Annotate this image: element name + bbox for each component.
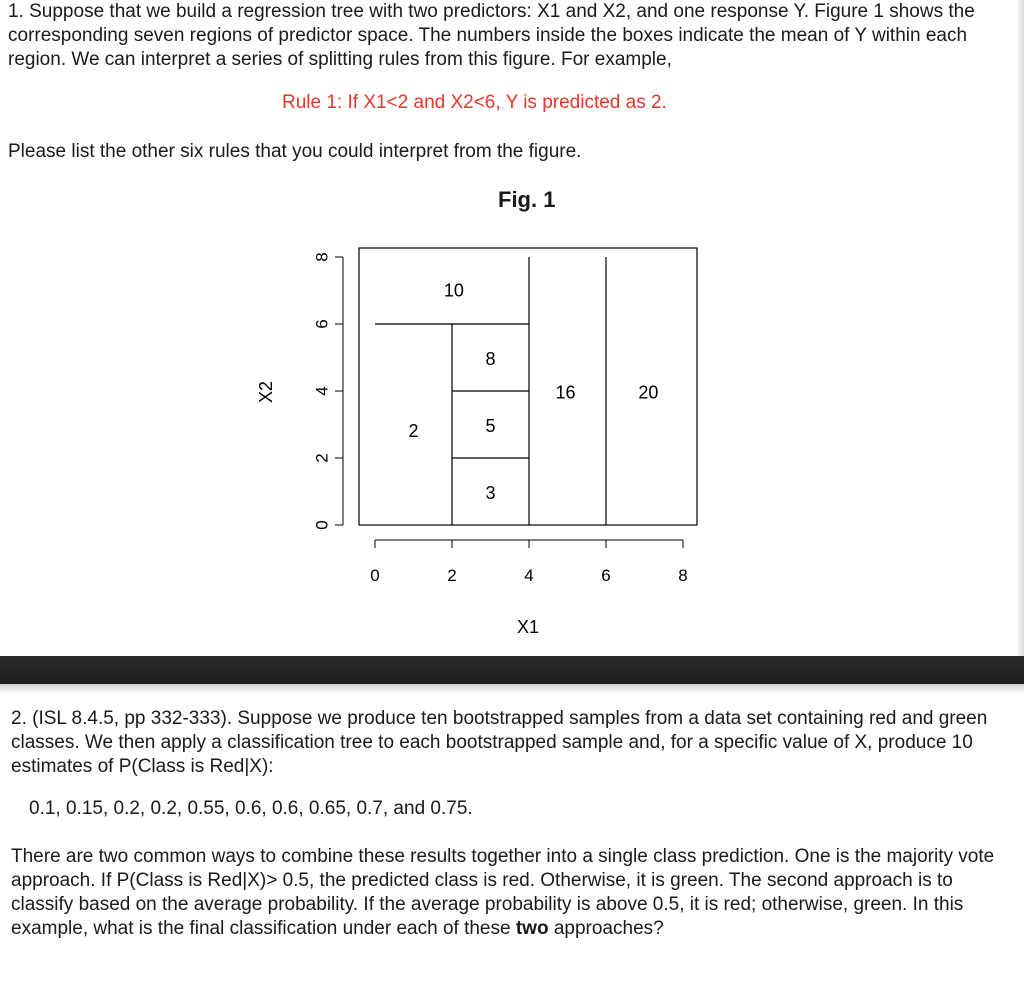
figure-title: Fig. 1 <box>498 187 556 212</box>
question-1-instruction: Please list the other six rules that you could interpret from the figure. <box>8 141 582 162</box>
divider-shadow <box>0 684 1024 694</box>
x-tick-label: 2 <box>447 566 457 585</box>
y-tick-label: 2 <box>312 453 332 463</box>
panel-edge <box>1018 0 1024 660</box>
question-2-end: approaches? <box>548 918 664 939</box>
window-divider-bar <box>0 656 1024 684</box>
x-axis-label: X1 <box>516 617 540 637</box>
region-mean-label: 8 <box>485 349 496 370</box>
question-2-main: There are two common ways to combine these results together into a single class prediction. One is the majority vote approach. If P(Class is Red|X)> 0.5, the predicted class is red. Otherwise, it is green. The second approach is to classify based on the average probability. If the average probability is above 0.5, it is red; otherwise, green. In this example, what is the final classification under each of these <box>11 846 995 939</box>
region-mean-label: 10 <box>443 280 464 301</box>
x-tick-label: 4 <box>524 566 534 585</box>
region-labels <box>408 281 658 504</box>
x-tick-label: 8 <box>678 566 688 585</box>
question-2-panel <box>11 707 1011 941</box>
x-tick-label: 0 <box>370 566 380 585</box>
x-axis <box>370 540 687 585</box>
question-2-intro: 2. (ISL 8.4.5, pp 332-333). Suppose we produce ten bootstrapped samples from a data set containing red and green classes. We then apply a classification tree to each bootstrapped sample and, for a specific value of X, produce 10 estimates of P(Class is Red|X): <box>11 708 988 777</box>
region-mean-label: 20 <box>638 382 659 403</box>
y-tick-label: 4 <box>312 386 332 396</box>
x-tick-label: 6 <box>601 566 611 585</box>
y-tick-label: 0 <box>312 520 332 530</box>
y-axis-label: X2 <box>256 380 276 404</box>
region-mean-label: 16 <box>555 382 576 403</box>
y-tick-label: 8 <box>312 252 332 262</box>
region-mean-label: 3 <box>485 483 496 504</box>
question-2-bold: two <box>515 918 549 939</box>
example-rule: Rule 1: If X1<2 and X2<6, Y is predicted as 2. <box>282 92 667 113</box>
question-1-text: 1. Suppose that we build a regression tree with two predictors: X1 and X2, and one response Y. Figure 1 shows the corresponding seven regions of predictor space. The numbers inside the boxes indicate the mean of Y within each region. We can interpret a series of splitting rules from this figure. For example, <box>8 1 975 70</box>
y-axis <box>313 252 344 529</box>
region-mean-label: 2 <box>408 421 419 442</box>
y-tick-label: 6 <box>312 319 332 329</box>
probability-values: 0.1, 0.15, 0.2, 0.2, 0.55, 0.6, 0.6, 0.65, 0.7, and 0.75. <box>29 798 473 819</box>
region-mean-label: 5 <box>485 416 496 437</box>
question-2-body <box>11 845 1011 941</box>
